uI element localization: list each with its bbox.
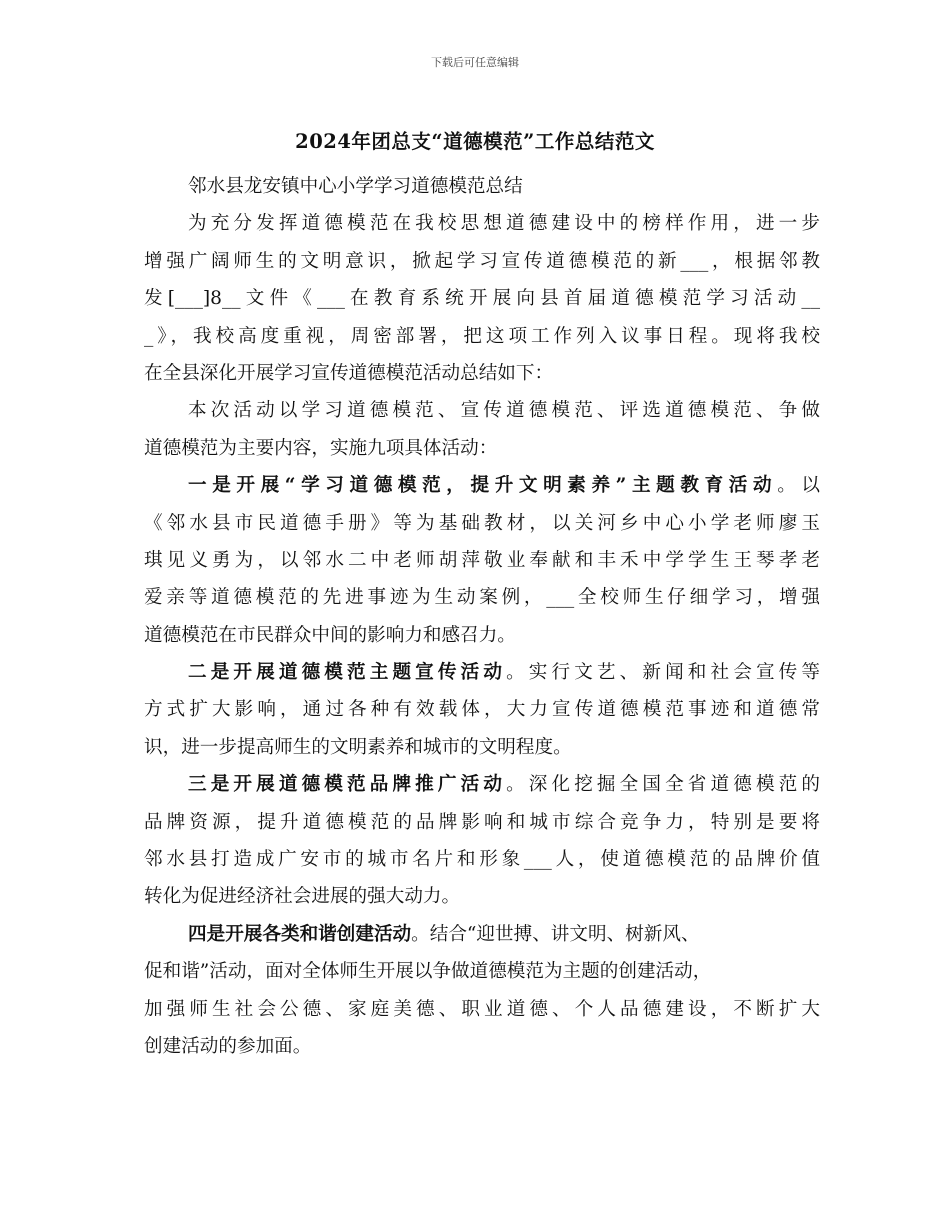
- paragraph-line: 发[___]8__文件《___在教育系统开展向县首届道德模范学习活动__: [144, 288, 820, 310]
- paragraph-line: 转化为促进经济社会进展的强大动力。: [144, 886, 461, 908]
- paragraph-line: 《邻水县市民道德手册》等为基础教材，以关河乡中心小学老师廖玉: [144, 512, 820, 534]
- paragraph-first-line: [144, 916, 820, 953]
- paragraph-line: 加强师生社会公德、家庭美德、职业道德、个人品德建设，不断扩大: [144, 998, 820, 1020]
- paragraph-line: 邻水县打造成广安市的城市名片和形象___人，使道德模范的品牌价值: [144, 849, 820, 871]
- paragraph-line-text: 。实行文艺、新闻和社会宣传等: [506, 662, 820, 684]
- paragraph-first-line: [144, 654, 820, 691]
- paragraph-line: 创建活动的参加面。: [144, 1035, 312, 1057]
- paragraph-line: 琪见义勇为，以邻水二中老师胡萍敬业奉献和丰禾中学学生王琴孝老: [144, 549, 820, 571]
- paragraph-heading: 三是开展道德模范品牌推广活动: [188, 774, 507, 796]
- paragraph-line: 在全县深化开展学习宣传道德模范活动总结如下：: [144, 362, 554, 384]
- paragraph-line: 品牌资源，提升道德模范的品牌影响和城市综合竞争力，特别是要将: [144, 811, 820, 833]
- paragraph-line: 爱亲等道德模范的先进事迹为生动案例，___全校师生仔细学习，增强: [144, 587, 820, 609]
- paragraph-line-text: 。深化挖掘全国全省道德模范的: [506, 774, 820, 796]
- paragraph-heading: 四是开展各类和谐创建活动: [188, 923, 412, 945]
- paragraph-first-line: [144, 467, 820, 504]
- paragraph-line: 道德模范在市民群众中间的影响力和感召力。: [144, 624, 516, 646]
- paragraph-line: 方式扩大影响，通过各种有效载体，大力宣传道德模范事迹和道德常: [144, 699, 820, 721]
- paragraph-line: _》，我校高度重视，周密部署，把这项工作列入议事日程。现将我校: [144, 325, 820, 347]
- paragraph-line-text: 。结合“迎世搏、讲文明、树新风、: [411, 923, 700, 945]
- paragraph-heading: 二是开展道德模范主题宣传活动: [188, 662, 507, 684]
- paragraph-line: 为充分发挥道德模范在我校思想道德建设中的榜样作用，进一步: [188, 213, 820, 235]
- paragraph-line: 促和谐”活动，面对全体师生开展以争做道德模范为主题的创建活动，: [144, 961, 712, 983]
- header-note: 下载后可任意编辑: [431, 56, 519, 69]
- document-title: 2024年团总支“道德模范”工作总结范文: [295, 130, 655, 153]
- document-body: [144, 168, 820, 1065]
- paragraph-line: 邻水县龙安镇中心小学学习道德模范总结: [188, 176, 523, 197]
- paragraph-line: 道德模范为主要内容，实施九项具体活动：: [144, 437, 498, 459]
- paragraph-heading: 一是开展“学习道德模范，提升文明素养”主题教育活动: [188, 475, 778, 497]
- paragraph-line-text: 。以: [777, 475, 820, 497]
- paragraph-line: 增强广阔师生的文明意识，掀起学习宣传道德模范的新___，根据邻教: [144, 250, 820, 272]
- paragraph-line: 本次活动以学习道德模范、宣传道德模范、评选道德模范、争做: [188, 400, 820, 422]
- paragraph-first-line: [144, 766, 820, 803]
- paragraph-line: 识，进一步提高师生的文明素养和城市的文明程度。: [144, 736, 572, 758]
